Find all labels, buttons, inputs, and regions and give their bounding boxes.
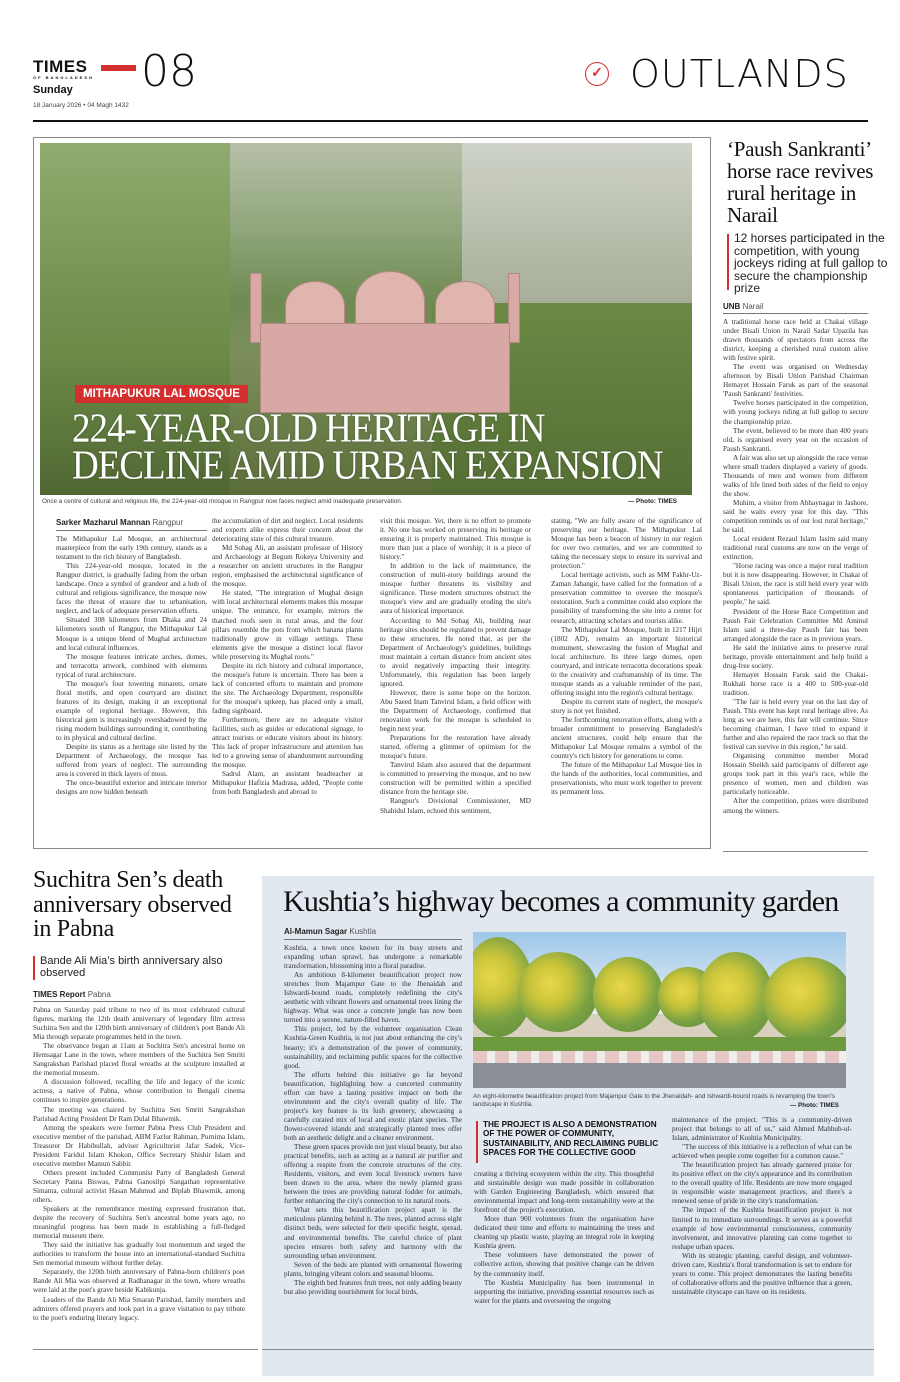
kushtia-photo-credit: — Photo: TIMES bbox=[790, 1102, 839, 1109]
side-byline bbox=[723, 302, 763, 311]
suchitra-byline bbox=[33, 990, 111, 999]
byline-name: UNB bbox=[723, 302, 741, 311]
paragraph: The event was organised on Wednesday afternoon by Bisali Union Parishad Chairman Hemayet Hossain Faruk as part of the seasonal 'Paush Sankranti' festivities. bbox=[723, 363, 868, 399]
paragraph: Speakers at the remembrance meeting expressed frustration that, despite the recovery of Suchitra Sen's ancestral home years ago, no meaningful progress has been made in establishing a full-fledged memorial museum there. bbox=[33, 1205, 245, 1241]
paragraph: They said the initiative has gradually lost momentum and urged the authorities to transform the house into an international-standard Suchitra Sen memorial museum without further delay. bbox=[33, 1241, 245, 1268]
paragraph: "The success of this initiative is a reflection of what can be achieved when people come together for a common cause." bbox=[672, 1143, 852, 1161]
paragraph: A traditional horse race held at Chakai village under Bisali Union in Narail Sadar Upazila has drawn thousands of spectators from across the district, keeping a cherished rural custom alive with festive spirit. bbox=[723, 318, 868, 363]
paragraph: The mosque features intricate arches, domes, and terracotta artwork, combined with elements typical of rural architecture. bbox=[56, 652, 207, 679]
pull-quote-bar bbox=[476, 1121, 478, 1163]
paragraph: The meeting was chaired by Suchitra Sen Smriti Sangrakshan Parishad Acting President Dr Ram Dulal Bhawmik. bbox=[33, 1105, 245, 1123]
paragraph: The eighth bed features fruit trees, not only adding beauty but also providing nourishment for local birds, bbox=[284, 1278, 462, 1296]
headline-line-2: DECLINE AMID URBAN EXPANSION bbox=[72, 442, 663, 489]
paragraph: A fair was also set up alongside the race venue where small traders displayed a variety of goods. Thousands of men and women from different walks of life lined both sides of the field to enjoy the show. bbox=[723, 453, 868, 498]
highway-garden-photo bbox=[473, 932, 846, 1088]
paragraph: Md Sohag Ali, an assistant professor of History and Archaeology at Begum Rokeya University and a researcher on ancient structures in the Rangpur region, emphasised the architectural significance of the mosque. bbox=[212, 544, 363, 589]
paragraph: Pabna on Saturday paid tribute to two of its most celebrated cultural figures, marking the 12th death anniversary of legendary film actress Suchitra Sen and the 120th birth anniversary of children's poet Bande Ali Mia through separate programmes held in the town. bbox=[33, 1006, 245, 1042]
paragraph: The forthcoming renovation efforts, along with a broader commitment to preserving Bangladesh's ancient structures, could help ensure that the Mithapukur Lal Mosque remains a symbol of the country's rich history for generations to come. bbox=[551, 716, 702, 761]
byline-name: TIMES Report bbox=[33, 990, 86, 999]
paragraph: Local resident Rezaul Islam Jasim said many traditional rural customs are now on the verge of extinction. bbox=[723, 535, 868, 562]
paragraph: More than 900 volunteers from the organisation have dedicated their time and efforts to maintaining the trees and cleaning up plastic waste, playing an integral role in keeping Kushtia green. bbox=[474, 1215, 654, 1251]
page-number: 08 bbox=[141, 46, 197, 97]
paragraph: Furthermore, there are no adequate visitor facilities, such as guides or educational signage, to attract tourists or educate visitors about its history. This lack of proper infrastructure and attention has led to a growing sense of abandonment surrounding the mosque. bbox=[212, 716, 363, 770]
paragraph: According to Md Sohag Ali, building near heritage sites should be regulated to prevent damage to these structures. He noted that, as per the Department of Archaeology's guidelines, buildings must maintain a certain distance from ancient sites to avoid negatively impacting their integrity. Unfortunately, this regulation has been largely ignored. bbox=[380, 616, 531, 688]
byline-location: Pabna bbox=[87, 990, 111, 999]
suchitra-column bbox=[33, 1006, 245, 1323]
paragraph: The mosque's four towering minarets, ornate floral motifs, and open courtyard are distinct features of its design, making it an exceptional example of regional heritage. However, this historical gem is increasingly overshadowed by the rising modern buildings surrounding it, contributing to its physical and cultural decline. bbox=[56, 679, 207, 743]
paragraph: Separately, the 120th birth anniversary of Pabna-born children's poet Bande Ali Mia was observed at Radhanagar in the town, where wreaths were laid at the poet's grave beside Kabikunja. bbox=[33, 1268, 245, 1295]
date-label: 18 January 2026 • 04 Magh 1432 bbox=[33, 102, 129, 109]
byline-rule bbox=[33, 1001, 245, 1002]
paragraph: stating, "We are fully aware of the significance of preserving our heritage. The Mithapukur Lal Mosque has been a beacon of history in our region for over two centuries, and we are committed to taking the necessary steps to ensure its survival and protection." bbox=[551, 517, 702, 571]
paragraph: Muhim, a visitor from Abhaynagar in Jashore, said he waits every year for this day. "This competition reminds us of our lost rural heritage," he said. bbox=[723, 498, 868, 535]
paragraph: However, there is some hope on the horizon. Abu Saeed Inam Tanvirul Islam, a field officer with the Department of Archaeology, confirmed that renovation work for the mosque is scheduled to begin next year. bbox=[380, 688, 531, 734]
paragraph: Twelve horses participated in the competition, with young jockeys riding at full gallop to secure the championship prize. bbox=[723, 399, 868, 426]
paragraph: the accumulation of dirt and neglect. Local residents and experts alike express their concern about the deteriorating state of this cultural treasure. bbox=[212, 517, 363, 544]
paragraph: What sets this beautification project apart is the meticulous planning behind it. The trees, planted across eight distinct beds, were selected for their specific height, spread, and environmental benefits. The careful choice of plant species ensures both safety and harmony with the surrounding urban environment. bbox=[284, 1206, 462, 1260]
main-column-3 bbox=[380, 517, 531, 816]
main-column-4 bbox=[551, 517, 702, 797]
paragraph: In addition to the lack of maintenance, the construction of multi-story buildings around the mosque further threatens its visibility and significance. These modern structures obstruct the mosque's view and are gradually eroding the site's aura of historical importance. bbox=[380, 562, 531, 616]
paragraph: creating a thriving ecosystem within the city. This thoughtful and sustainable design was made possible in collaboration with Garden Engineering Bangladesh, which ensured that environmental impact and long-term sustainability were at the forefront of the project's execution. bbox=[474, 1170, 654, 1215]
byline-rule bbox=[284, 939, 462, 940]
paragraph: President of the Horse Race Competition and Paush Fair Celebration Committee Md Aminul Islam said a three-day Paush fair has been arranged alongside the race as in previous years. bbox=[723, 607, 868, 643]
kushtia-headline: Kushtia’s highway becomes a community garden bbox=[283, 885, 839, 918]
paragraph: The beautification project has already garnered praise for its positive effect on the city's appearance and its contribution to the overall quality of life. Residents are now more engaged in responsible waste management practices, and there's a renewed sense of pride in the city's transformation. bbox=[672, 1161, 852, 1206]
paragraph: Others present included Communist Party of Bangladesh General Secretary Panna Biswas, Pabna Ganosilpi Sangathan representative Simanta, cultural activist Hasan Mahmud and Biplab Bhawmik, among others. bbox=[33, 1168, 245, 1204]
paragraph: These green spaces provide not just visual beauty, but also practical benefits, such as acting as a natural air purifier and offering a respite from the concrete structures of the city. Residents, visitors, and even local livestock owners have been drawn to the area, where the newly planted grass between the trees are providing natural fodder for animals, further enhancing the city's connection to its natural roots. bbox=[284, 1143, 462, 1206]
paragraph: The impact of the Kushtia beautification project is not limited to its immediate surroundings. It serves as a powerful example of how environmental consciousness, community involvement, and innovative planning can come together to reshape urban spaces. bbox=[672, 1206, 852, 1251]
paragraph: maintenance of the project. "This is a community-driven project that belongs to all of us," said Ahmed Mahbub-ul-Islam, administrator of Kushtia Municipality. bbox=[672, 1116, 852, 1143]
paragraph: An ambitious 8-kilometer beautification project now stretches from Majampur Gate to the Jhenaidah and Ishwardi-bound roads, completely redefining the city's aesthetic with vibrant flowers and ornamental trees lining the highway. What was once a concrete jungle has now been turned into a serene, nature-filled haven. bbox=[284, 971, 462, 1025]
byline-location: Narail bbox=[742, 302, 764, 311]
paragraph: The Kushtia Municipality has been instrumental in supporting the initiative, providing essential resources such as water for the plants and overseeing the ongoing bbox=[474, 1278, 654, 1305]
paragraph: With its strategic planting, careful design, and volunteer-driven care, Kushtia's floral transformation is set to endure for years to come. This project demonstrates the lasting benefits of collaborative efforts and the positive influence that a green, sustainable cityscape can have on its residents. bbox=[672, 1251, 852, 1296]
photo-caption: Once a centre of cultural and religious life, the 224-year-old mosque in Rangpur now faces neglect amid inadequate preservation. bbox=[42, 498, 403, 505]
pull-quote: THE PROJECT IS ALSO A DEMONSTRATION OF THE POWER OF COMMUNITY, SUSTAINABILITY, AND RECLAIMING PUBLIC SPACES FOR THE COLLECTIVE GOOD bbox=[483, 1120, 659, 1157]
byline-location: Kushtia bbox=[349, 927, 377, 936]
deck-accent-bar bbox=[33, 956, 35, 980]
side-headline: ‘Paush Sankranti’ horse race revives rural heritage in Narail bbox=[727, 137, 874, 227]
deck-accent-bar bbox=[727, 234, 729, 290]
paragraph: The once-beautiful exterior and intricate interior designs are now hidden beneath bbox=[56, 779, 207, 797]
paragraph: The future of the Mithapukur Lal Mosque lies in the hands of the authorities, local communities, and preservationists, who must work together to prevent its permanent loss. bbox=[551, 761, 702, 797]
paragraph: Among the speakers were former Pabna Press Club President and executive member of the parishad, ABM Fazlur Rahman, Purnima Islam, Treasurer Dr Habibullah, adviser Agriculturist Jafar Sadek, Vice-President Faridul Islam Khokon, Office Secretary Shishir Islam and executive member Mamun Sabbir. bbox=[33, 1123, 245, 1168]
side-bottom-rule bbox=[723, 851, 868, 852]
photo-label: MITHAPUKUR LAL MOSQUE bbox=[75, 385, 248, 403]
paragraph: These volunteers have demonstrated the power of collective action, showing that positive change can be driven by the community itself. bbox=[474, 1251, 654, 1278]
paragraph: Hemayet Hossain Faruk said the Chakai-Rukhali horse race is a 400 to 500-year-old tradition. bbox=[723, 670, 868, 697]
paragraph: The Mithapukur Lal Mosque, an architectural masterpiece from the early 19th century, stands as a testament to the rich history of Bangladesh. bbox=[56, 535, 207, 562]
headline-line-1: 224-YEAR-OLD HERITAGE IN bbox=[72, 405, 545, 452]
paragraph: visit this mosque. Yet, there is no effort to promote it. No one has worked on preserving its heritage or ensuring it is properly maintained. This mosque is more than just a place of worship; it is a piece of history." bbox=[380, 517, 531, 562]
side-column bbox=[723, 318, 868, 816]
paragraph: The event, believed to be more than 400 years old, is organised every year on the occasion of Paush Sankranti. bbox=[723, 426, 868, 453]
paragraph: He said the initiative aims to preserve rural heritage, provide entertainment and help build a drug-free society. bbox=[723, 643, 868, 670]
paragraph: The efforts behind this initiative go far beyond beautification, highlighting how a concerted community effort can have a lasting positive impact on both the environment and the city's overall quality of life. The project's key feature is its lush greenery, showcasing a carefully curated mix of local and exotic plant species. The flower-covered islands and strategically planted trees offer both an aesthetic delight and a cleaner environment. bbox=[284, 1070, 462, 1142]
kushtia-column-3 bbox=[672, 1116, 852, 1297]
paragraph: The Mithapukur Lal Mosque, built in 1217 Hijri (1802 AD), remains an important historical monument, showcasing the fusion of Mughal and local architecture. Its three large domes, open courtyard, and intricate terracotta decorations speak to the creativity and craftsmanship of its time. The mosque stands as a valuable reminder of the past, offering insight into the region's cultural heritage. bbox=[551, 625, 702, 697]
kushtia-byline bbox=[284, 927, 376, 936]
section-title: OUTLANDS bbox=[630, 52, 849, 96]
day-label: Sunday bbox=[33, 84, 73, 96]
paragraph: Kushtia, a town once known for its busy streets and expanding urban sprawl, has undergone a remarkable transformation, blossoming into a floral paradise. bbox=[284, 944, 462, 971]
paragraph: Despite its current state of neglect, the mosque's story is not yet finished. bbox=[551, 697, 702, 715]
paragraph: Despite its rich history and cultural importance, the mosque's future is uncertain. There has been a lack of concerted efforts to maintain and promote the site. The Archaeology Department, responsible for the mosque's upkeep, has placed only a small, fading signboard. bbox=[212, 661, 363, 715]
paragraph: Despite its status as a heritage site listed by the Department of Archaeology, the mosque has suffered from years of neglect. The surrounding area is covered in thick layers of moss. bbox=[56, 743, 207, 779]
paragraph: Rangpur's Divisional Commissioner, MD Shahidul Islam, echoed this sentiment, bbox=[380, 797, 531, 815]
byline-name: Al-Mamun Sagar bbox=[284, 927, 348, 936]
paragraph: This 224-year-old mosque, located in the Rangpur district, is gradually fading from the urban landscape. Once a symbol of grandeur and a hub of cultural and religious significance, the mosque now faces the threat of erasure due to urbanisation, neglect, and lack of adequate preservation efforts. bbox=[56, 562, 207, 616]
paragraph: Organising committee member Morad Hossain Sheikh said participants of different age groups took part in this year's race, while the presence of women, men and children was particularly noticeable. bbox=[723, 752, 868, 797]
photo-credit: — Photo: TIMES bbox=[628, 498, 677, 505]
suchitra-headline: Suchitra Sen’s death anniversary observed in Pabna bbox=[33, 867, 232, 942]
byline-rule bbox=[56, 530, 207, 531]
paragraph: Seven of the beds are planted with ornamental flowering plants, bringing vibrant colors and seasonal blooms. bbox=[284, 1260, 462, 1278]
kushtia-column-1 bbox=[284, 944, 462, 1297]
times-logo: TIMES bbox=[33, 57, 88, 76]
paragraph: Situated 308 kilometers from Dhaka and 24 kilometers south of Rangpur, the Mithapukur Lal Mosque is a unique blend of Mughal architecture and local cultural influences. bbox=[56, 616, 207, 652]
main-column-1 bbox=[56, 535, 207, 797]
paragraph: Leaders of the Bande Ali Mia Smaran Parishad, family members and admirers offered prayers and took part in a grave visitation to pay tribute to the poet's enduring literary legacy. bbox=[33, 1295, 245, 1322]
masthead-rule bbox=[33, 120, 868, 122]
suchitra-bottom-rule bbox=[33, 1349, 258, 1350]
byline-name: Sarker Mazharul Mannan bbox=[56, 518, 151, 527]
main-column-2 bbox=[212, 517, 363, 797]
byline-rule bbox=[723, 313, 868, 314]
paragraph: Sadrul Alam, an assistant headteacher at Mithapukur Hafizia Madrasa, added, "People come from both Bangladesh and abroad to bbox=[212, 770, 363, 797]
paragraph: Tanvirul Islam also assured that the department is committed to preserving the mosque, and no new construction will be permitted within a specified distance from the heritage site. bbox=[380, 761, 531, 797]
kushtia-photo-caption: An eight-kilometre beautification project from Majampur Gate to the Jhenaidah- and Ishwardi-bound roads is revamping the town's landscape in Kushtia. bbox=[473, 1093, 836, 1108]
paragraph: Preparations for the restoration have already started, offering a glimmer of optimism for the mosque's future. bbox=[380, 734, 531, 761]
suchitra-deck: Bande Ali Mia’s birth anniversary also observed bbox=[40, 955, 223, 979]
check-circle-icon: ✓ bbox=[585, 62, 609, 86]
mosque-illustration bbox=[240, 263, 540, 413]
logo-subtitle: OF BANGLADESH bbox=[33, 75, 94, 80]
paragraph: The observance began at 11am at Suchitra Sen's ancestral home on Hemsagar Lane in the town, where members of the Suchitra Sen Smriti Sangrakshan Parishad placed floral wreaths at the sculpture installed at the memorial museum. bbox=[33, 1042, 245, 1078]
kushtia-bottom-rule bbox=[262, 1349, 874, 1350]
main-byline bbox=[56, 518, 183, 527]
logo-accent-bar bbox=[101, 65, 136, 71]
paragraph: After the competition, prizes were distributed among the winners. bbox=[723, 797, 868, 815]
paragraph: A discussion followed, recalling the life and legacy of the iconic actress, a native of Pabna, whose contribution to Bengali cinema continues to inspire generations. bbox=[33, 1078, 245, 1105]
main-headline bbox=[72, 405, 692, 489]
kushtia-column-2 bbox=[474, 1170, 654, 1306]
paragraph: This project, led by the volunteer organisation Clean Kushtia-Green Kushtia, is not just about enhancing the city's beauty; it's a demonstration of the power of community, sustainability, and reclaiming public spaces for the collective good. bbox=[284, 1025, 462, 1070]
paragraph: "The fair is held every year on the last day of Paush. This event has kept rural heritage alive. As long as we are here, this fair will continue. Since becoming chairman, I have tried to expand it further and also repaired the race track so that the festival can survive in this region," he said. bbox=[723, 697, 868, 752]
paragraph: "Horse racing was once a major rural tradition but it is now disappearing. However, in Chakai of Bisali Union, the race is still held every year with spontaneous participation of thousands of people," he said. bbox=[723, 562, 868, 607]
side-deck: 12 horses participated in the competition, with young jockeys riding at full gallop to secure the championship prize bbox=[734, 231, 888, 295]
paragraph: He stated, "The integration of Mughal design with local architectural elements makes this mosque unique. The entrance, for example, mirrors the thatched roofs seen in rural areas, and the four pillars resemble the pots from which banana plants traditionally grow in village settings. These elements give the mosque a distinct local flavor while preserving its Mughal roots." bbox=[212, 589, 363, 661]
paragraph: Local heritage activists, such as MM Fakhr-Uz-Zaman Jahangir, have called for the formation of a preservation committee to oversee the mosque's restoration. Such a committee could also explore the possibility of transforming the site into a center for research, attracting scholars and tourists alike. bbox=[551, 571, 702, 625]
byline-location: Rangpur bbox=[152, 518, 184, 527]
